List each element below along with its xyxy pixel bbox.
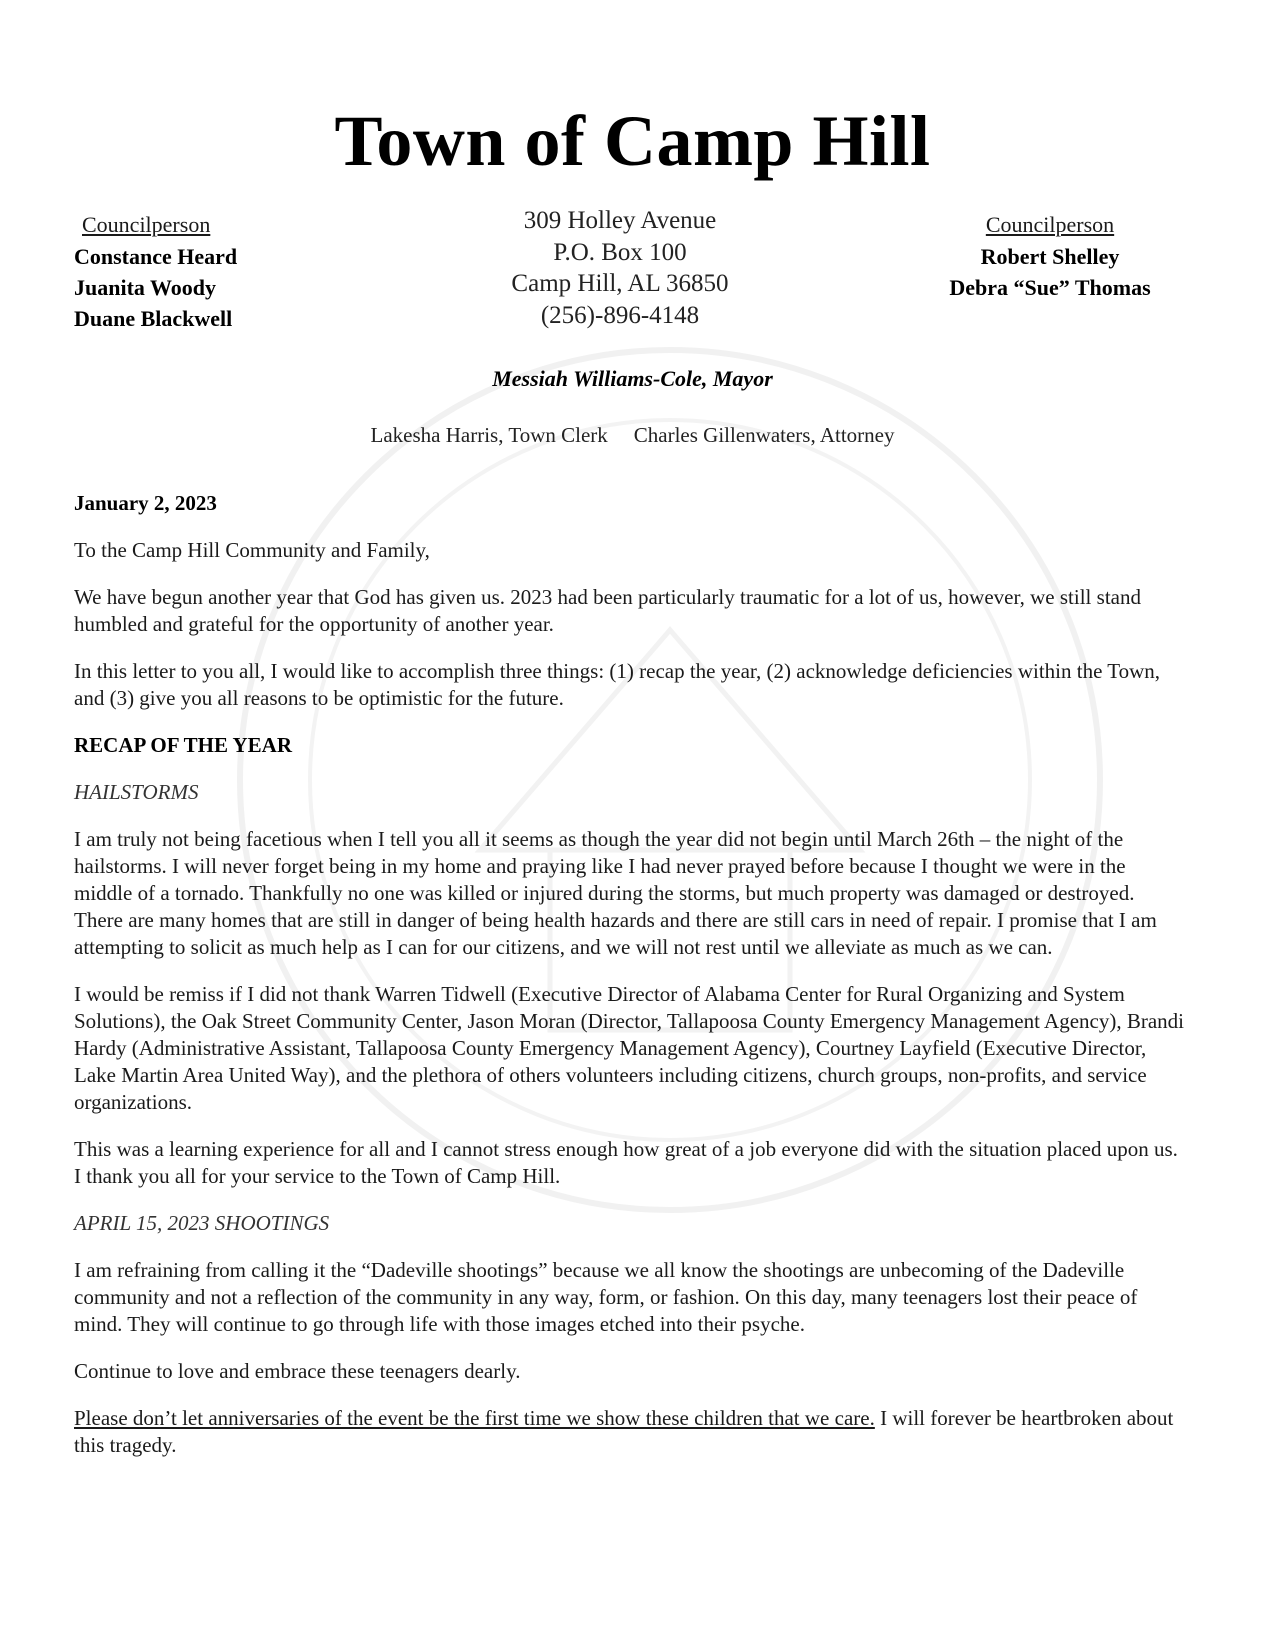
town-attorney: Charles Gillenwaters, Attorney [633, 423, 895, 447]
paragraph: I am refraining from calling it the “Dadeville shootings” because we all know the shootings are unbecoming of the Dadeville community and not a reflection of the community in any way, form, or fashion. On this day, many teenagers lost their peace of mind. They will continue to go through life with those images etched into their psyche. [74, 1258, 1138, 1336]
councilperson-name: Constance Heard [74, 244, 238, 269]
letter-body [74, 490, 1184, 1459]
councilperson-name: Debra “Sue” Thomas [949, 275, 1151, 300]
address-phone: (256)-896-4148 [540, 301, 700, 329]
address-po-box: P.O. Box 100 [553, 238, 687, 266]
town-clerk: Lakesha Harris, Town Clerk [370, 423, 608, 447]
councilperson-name: Juanita Woody [74, 275, 217, 300]
address-street: 309 Holley Avenue [523, 207, 717, 234]
staff-line [0, 423, 1265, 448]
paragraph: Continue to love and embrace these teenagers dearly. [74, 1359, 521, 1383]
council-left [74, 209, 374, 334]
paragraph [74, 1405, 1184, 1459]
paragraph: In this letter to you all, I would like to accomplish three things: (1) recap the year, (2) acknowledge deficiencies within the Town, and (3) give you all reasons to be optimistic for the future. [74, 659, 1161, 710]
paragraph: This was a learning experience for all and I cannot stress enough how great of a job everyone did with the situation placed upon us. I thank you all for your service to the Town of Camp Hill. [74, 1137, 1178, 1188]
council-right-heading: Councilperson [985, 212, 1115, 237]
paragraph: We have begun another year that God has given us. 2023 had been particularly traumatic for a lot of us, however, we still stand humbled and grateful for the opportunity of another year. [74, 585, 1141, 636]
town-title: Town of Camp Hill [334, 101, 931, 181]
mayor-name: Messiah Williams-Cole, Mayor [492, 366, 773, 391]
underlined-sentence: Please don’t let anniversaries of the event be the first time we show these children that we care. [74, 1406, 875, 1430]
address-city: Camp Hill, AL 36850 [511, 270, 729, 297]
paragraph: I would be remiss if I did not thank Warren Tidwell (Executive Director of Alabama Center for Rural Organizing and System Solutions), the Oak Street Community Center, Jason Moran (Director, Tallapoosa County Emergency Management Agency), Brandi Hardy (Administrative Assistant, Tallapoosa County Emergency Management Agency), Courtney Layfield (Executive Director, Lake Martin Area United Way), and the plethora of others volunteers including citizens, church groups, non-profits, and service organizations. [74, 982, 1185, 1114]
section-heading: RECAP OF THE YEAR [74, 733, 292, 757]
subsection-heading: APRIL 15, 2023 SHOOTINGS [74, 1211, 330, 1235]
council-left-heading: Councilperson [82, 212, 211, 237]
letter-date: January 2, 2023 [74, 491, 217, 515]
paragraph: I am truly not being facetious when I tell you all it seems as though the year did not begin until March 26th – the night of the hailstorms. I will never forget being in my home and praying like I had never prayed before because I thought we were in the middle of a tornado. Thankfully no one was killed or injured during the storms, but much property was damaged or destroyed. There are many homes that are still in danger of being health hazards and there are still cars in need of repair. I promise that I am attempting to solicit as much help as I can for our citizens, and we will not rest until we alleviate as much as we can. [74, 827, 1157, 959]
councilperson-name: Duane Blackwell [74, 306, 233, 331]
sentence-rest: I will forever be heartbroken about this tragedy. [74, 1406, 1174, 1457]
council-right [900, 209, 1200, 303]
town-address [440, 205, 800, 331]
subsection-heading: HAILSTORMS [74, 780, 199, 804]
salutation: To the Camp Hill Community and Family, [74, 538, 430, 562]
councilperson-name: Robert Shelley [980, 244, 1120, 269]
